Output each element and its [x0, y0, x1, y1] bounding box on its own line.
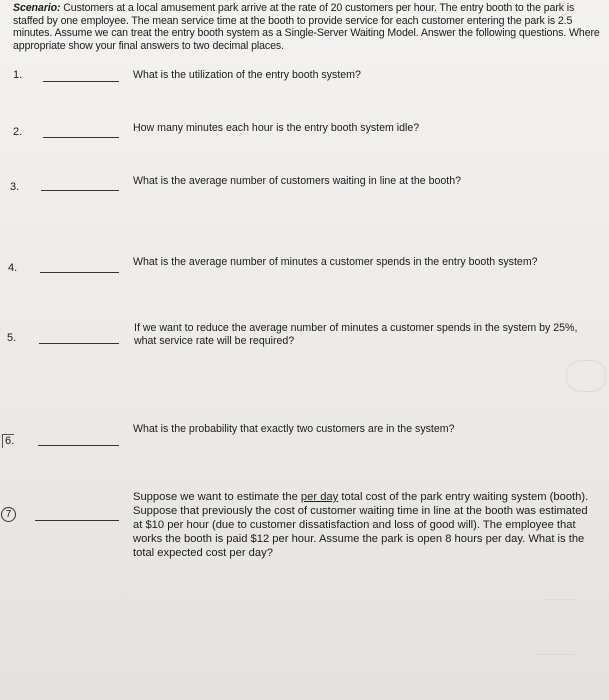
question-4-text: What is the average number of minutes a customer spends in the entry booth system? [133, 256, 538, 268]
bleed-through-mark [566, 360, 606, 392]
question-6-number: 6. [2, 434, 14, 448]
question-7-text-after: total cost of the park entry waiting system (booth). Suppose that previously the cost of customer waiting time in line at the booth was estimated at $10 per hour (due to customer dissatisfaction and loss of good will). The employee that works the booth is paid $12 per hour. Assume the park is open 8 hours per day. What is the total expected cost per day? [133, 491, 589, 559]
question-3-number: 3. [10, 181, 20, 193]
question-6-text: What is the probability that exactly two customers are in the system? [133, 423, 455, 435]
question-4-number: 4. [8, 262, 18, 274]
question-7-text [133, 490, 599, 560]
question-2-answer-blank[interactable] [43, 137, 119, 138]
question-7-per-day-underlined: per day [300, 491, 339, 503]
scenario-paragraph [13, 2, 601, 52]
scenario-label: Scenario: [13, 2, 61, 14]
question-1-text: What is the utilization of the entry booth system? [133, 69, 361, 81]
question-5-text: If we want to reduce the average number of minutes a customer spends in the system by 25%, what service rate will be required? [134, 322, 578, 347]
question-3-text: What is the average number of customers waiting in line at the booth? [133, 175, 461, 187]
question-2-text: How many minutes each hour is the entry booth system idle? [133, 122, 420, 134]
question-1-number: 1. [13, 69, 23, 81]
question-7-answer-blank[interactable] [35, 520, 119, 521]
question-7-number: 7 [1, 507, 16, 522]
question-1-answer-blank[interactable] [43, 81, 119, 82]
question-5-number: 5. [7, 332, 17, 344]
bleed-through-mark [545, 585, 575, 600]
question-5-answer-blank[interactable] [39, 343, 119, 344]
question-2-number: 2. [13, 126, 23, 138]
question-4-answer-blank[interactable] [40, 272, 119, 273]
question-6-answer-blank[interactable] [38, 445, 119, 446]
scenario-text: Customers at a local amusement park arrive at the rate of 20 customers per hour. The entry booth to the park is staffed by one employee. The mean service time at the booth to provide service for each customer entering the park is 2.5 minutes. Assume we can treat the entry booth system as a Single-Server Waiting Model. Answer the following questions. Where appropriate show your final answers to two decimal places. [13, 2, 600, 52]
question-3-answer-blank[interactable] [41, 190, 119, 191]
question-7-text-before: Suppose we want to estimate the [133, 491, 301, 503]
bleed-through-mark [535, 640, 575, 655]
